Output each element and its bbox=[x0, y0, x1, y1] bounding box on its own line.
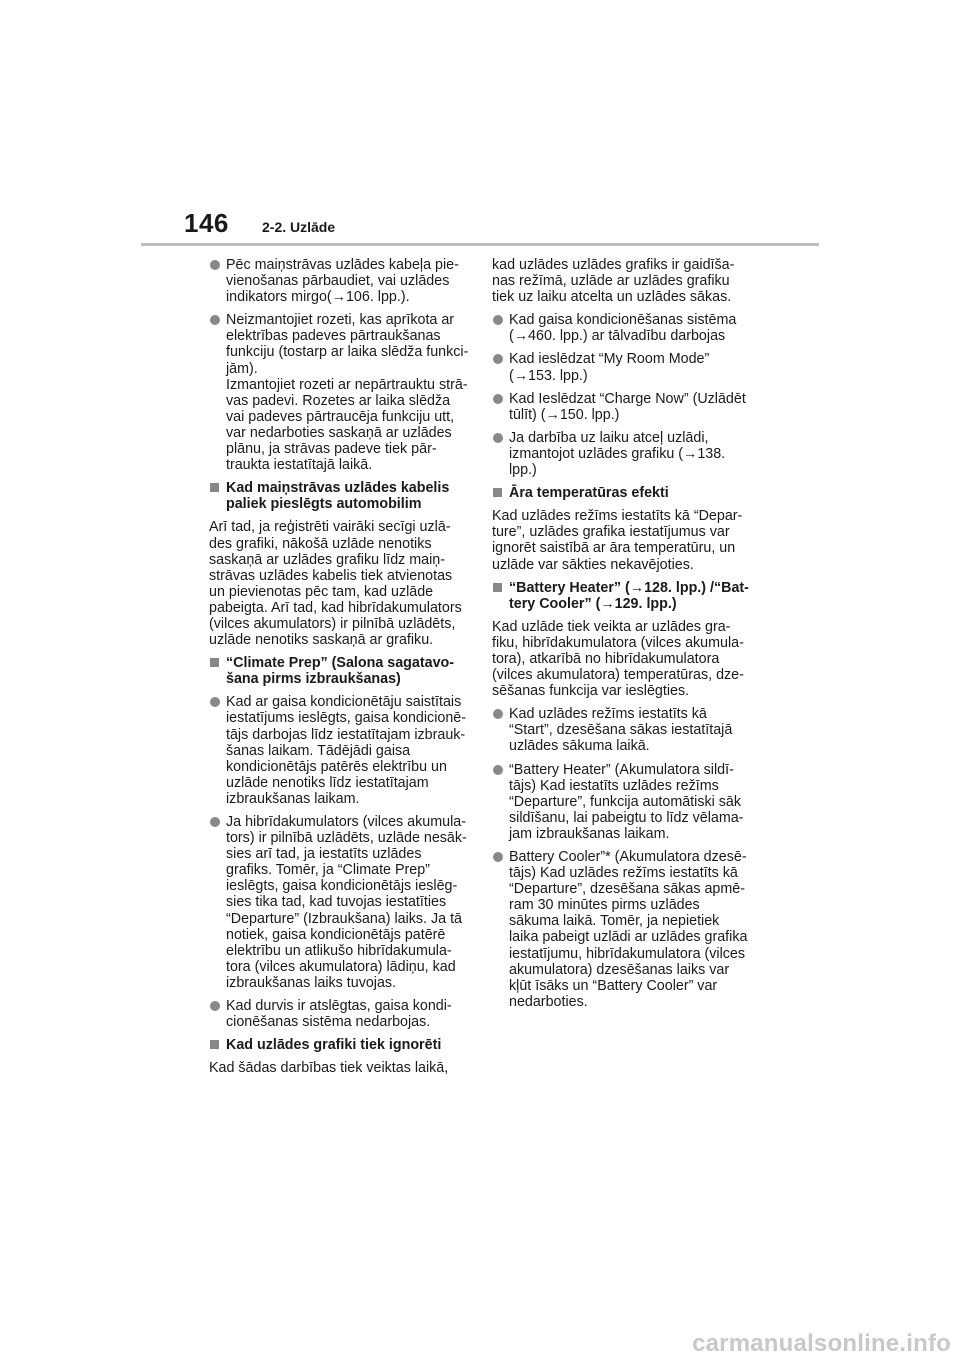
heading-square-icon bbox=[210, 658, 219, 667]
section-heading bbox=[492, 580, 750, 612]
text-line: Kad ar gaisa kondicionētāju saistītais bbox=[226, 694, 462, 711]
text-line: tūlīt) (→150. lpp.) bbox=[509, 406, 620, 423]
text-line: “Battery Heater” (Akumulatora sildī- bbox=[509, 761, 734, 778]
text-line: sēšanas funkcija var ieslēgties. bbox=[492, 683, 690, 700]
text-line: uzlāde nenotiks saskaņā ar grafiku. bbox=[209, 632, 434, 649]
bullet-dot-icon bbox=[210, 817, 220, 827]
text-line: tora), atkarībā no hibrīdakumulatora bbox=[492, 650, 720, 667]
text-line: Neizmantojiet rozeti, kas aprīkota ar bbox=[226, 312, 455, 329]
text-line: “Departure”, dzesēšana sākas apmē- bbox=[509, 881, 746, 898]
left-column bbox=[209, 257, 467, 1083]
bullet-dot-icon bbox=[210, 260, 220, 270]
text-line: akumulatora) dzesēšanas laiks var bbox=[509, 961, 730, 978]
page-number: 146 bbox=[184, 208, 229, 238]
text-line: Izmantojiet rozeti ar nepārtrauktu strā- bbox=[226, 376, 468, 393]
text-line: kad uzlādes uzlādes grafiks ir gaidīša- bbox=[492, 257, 735, 273]
text-line: (→153. lpp.) bbox=[509, 367, 588, 384]
text-line: “Climate Prep” (Salona sagatavo- bbox=[226, 655, 455, 672]
paragraph bbox=[492, 508, 750, 572]
text-line: grafiks. Tomēr, ja “Climate Prep” bbox=[226, 862, 430, 879]
text-line: tājs) Kad iestatīts uzlādes režīms bbox=[509, 777, 719, 794]
bullet-item bbox=[492, 849, 750, 1010]
text-line: notiek, gaisa kondicionētājs patērē bbox=[226, 926, 446, 943]
text-line: Kad uzlādes grafiki tiek ignorēti bbox=[226, 1037, 442, 1054]
paragraph bbox=[492, 619, 750, 699]
text-line: sies tika tad, kad tuvojas iestatīties bbox=[226, 894, 447, 911]
bullet-item bbox=[492, 351, 750, 383]
text-line: sildīšanu, lai pabeigtu to līdz vēlama- bbox=[509, 809, 744, 826]
heading-square-icon bbox=[210, 483, 219, 492]
text-line: iestatījumu, hibrīdakumulatora (vilces bbox=[509, 945, 745, 962]
text-line: elektrību un atlikušo hibrīdakumula- bbox=[226, 942, 452, 959]
text-line: ram 30 minūtes pirms uzlādes bbox=[509, 897, 700, 914]
text-line: “Departure” (Izbraukšana) laiks. Ja tā bbox=[226, 910, 462, 927]
text-line: uzlāde var sākties nekavējoties. bbox=[492, 556, 694, 573]
text-line: Kad durvis ir atslēgtas, gaisa kondi- bbox=[226, 998, 452, 1015]
text-line: pabeigta. Arī tad, kad hibrīdakumulators bbox=[209, 599, 462, 616]
text-line: funkciju (tostarp ar laika slēdža funkci- bbox=[226, 344, 469, 361]
text-line: Battery Cooler”* (Akumulatora dzesē- bbox=[509, 849, 747, 865]
bullet-dot-icon bbox=[493, 709, 503, 719]
section-title: 2-2. Uzlāde bbox=[262, 219, 336, 235]
text-line: traukta iestatītajā laikā. bbox=[226, 457, 373, 474]
bullet-dot-icon bbox=[210, 697, 220, 707]
text-line: var nedarboties saskaņā ar uzlādes bbox=[226, 424, 452, 441]
text-line: un pievienotas pēc tam, kad uzlāde bbox=[209, 583, 434, 600]
bullet-item bbox=[492, 706, 750, 754]
watermark-logo: carmanualsonline.info bbox=[692, 1330, 951, 1357]
text-line: plānu, ja strāvas padeve tiek pār- bbox=[226, 441, 437, 458]
text-line: jam izbraukšanas laikam. bbox=[509, 825, 670, 842]
heading-square-icon bbox=[493, 583, 502, 592]
text-line: kondicionētājs patērēs elektrību un bbox=[226, 758, 447, 775]
bullet-dot-icon bbox=[493, 433, 503, 443]
text-line: Kad ieslēdzat “My Room Mode” bbox=[509, 351, 710, 368]
bullet-dot-icon bbox=[210, 315, 220, 325]
text-line: Kad Ieslēdzat “Charge Now” (Uzlādēt bbox=[509, 390, 746, 407]
text-line: iestatījums ieslēgts, gaisa kondicionē- bbox=[226, 710, 466, 727]
text-line: Āra temperatūras efekti bbox=[509, 485, 669, 502]
text-line: ieslēgts, gaisa kondicionētājs ieslēg- bbox=[226, 878, 458, 895]
text-line: saskaņā ar uzlādes grafiku līdz maiņ- bbox=[209, 551, 446, 568]
text-line: indikators mirgo(→106. lpp.). bbox=[226, 289, 410, 306]
text-line: nedarboties. bbox=[509, 993, 588, 1010]
section-heading bbox=[492, 485, 750, 501]
text-line: tiek uz laiku atcelta un uzlādes sākas. bbox=[492, 289, 732, 306]
bullet-item bbox=[209, 998, 467, 1030]
text-line: izbraukšanas laikam. bbox=[226, 790, 360, 807]
text-line: cionēšanas sistēma nedarbojas. bbox=[226, 1014, 431, 1031]
text-line: laika pabeigt uzlādi ar uzlādes grafika bbox=[509, 929, 748, 946]
text-line: Kad gaisa kondicionēšanas sistēma bbox=[509, 312, 737, 329]
text-line: ture”, uzlādes grafika iestatījumus var bbox=[492, 524, 730, 541]
paragraph bbox=[209, 519, 467, 648]
text-line: (vilces akumulators) ir pilnībā uzlādēts, bbox=[209, 615, 456, 632]
section-heading bbox=[209, 655, 467, 687]
text-line: izmantojot uzlādes grafiku (→138. bbox=[509, 445, 726, 462]
text-line: šanas laikam. Tādējādi gaisa bbox=[226, 742, 411, 759]
paragraph bbox=[492, 257, 750, 305]
text-line: paliek pieslēgts automobilim bbox=[226, 496, 422, 513]
text-line: “Battery Heater” (→128. lpp.) /“Bat- bbox=[509, 579, 749, 596]
section-heading bbox=[209, 1037, 467, 1053]
text-line: šana pirms izbraukšanas) bbox=[226, 671, 401, 688]
text-line: fiku, hibrīdakumulatora (vilces akumula- bbox=[492, 634, 744, 651]
bullet-dot-icon bbox=[493, 852, 503, 862]
text-line: “Departure”, funkcija automātiski sāk bbox=[509, 793, 742, 810]
heading-square-icon bbox=[210, 1040, 219, 1049]
text-line: tors) ir pilnībā uzlādēts, uzlāde nesāk- bbox=[226, 830, 467, 847]
text-line: Kad uzlādes režīms iestatīts kā “Depar- bbox=[492, 508, 743, 525]
text-line: tājs) Kad uzlādes režīms iestatīts kā bbox=[509, 865, 738, 882]
text-line: uzlāde nenotiks līdz iestatītajam bbox=[226, 774, 429, 791]
bullet-dot-icon bbox=[493, 354, 503, 364]
text-line: Kad šādas darbības tiek veiktas laikā, bbox=[209, 1060, 449, 1077]
text-line: Kad uzlādes režīms iestatīts kā bbox=[509, 706, 707, 723]
text-line: jām). bbox=[226, 360, 258, 377]
text-line: Arī tad, ja reģistrēti vairāki secīgi uzlā- bbox=[209, 519, 451, 536]
section-heading bbox=[209, 480, 467, 512]
bullet-item bbox=[209, 257, 467, 305]
text-line: tājs darbojas līdz iestatītajam izbrauk- bbox=[226, 726, 466, 743]
right-column bbox=[492, 257, 750, 1017]
text-line: uzlādes sākuma laikā. bbox=[509, 738, 650, 755]
bullet-item bbox=[492, 312, 750, 344]
bullet-dot-icon bbox=[493, 315, 503, 325]
text-line: nas režīmā, uzlāde ar uzlādes grafiku bbox=[492, 273, 730, 290]
text-line: Kad maiņstrāvas uzlādes kabelis bbox=[226, 480, 450, 497]
text-line: (→460. lpp.) ar tālvadību darbojas bbox=[509, 328, 726, 345]
text-line: strāvas uzlādes kabelis tiek atvienotas bbox=[209, 567, 453, 584]
text-line: Kad uzlāde tiek veikta ar uzlādes gra- bbox=[492, 618, 731, 635]
bullet-item bbox=[209, 694, 467, 807]
bullet-dot-icon bbox=[210, 1001, 220, 1011]
text-line: (vilces akumulatora) temperatūras, dze- bbox=[492, 667, 744, 684]
bullet-dot-icon bbox=[493, 394, 503, 404]
text-line: vienošanas pārbaudiet, vai uzlādes bbox=[226, 273, 450, 290]
text-line: ignorēt saistībā ar āra temperatūru, un bbox=[492, 540, 736, 557]
text-line: “Start”, dzesēšana sākas iestatītajā bbox=[509, 722, 733, 739]
bullet-dot-icon bbox=[493, 765, 503, 775]
text-line: tora (vilces akumulatora) lādiņu, kad bbox=[226, 958, 456, 975]
text-line: tery Cooler” (→129. lpp.) bbox=[509, 595, 677, 612]
bullet-item bbox=[209, 814, 467, 991]
bullet-item bbox=[492, 762, 750, 842]
bullet-item bbox=[492, 430, 750, 478]
text-line: Pēc maiņstrāvas uzlādes kabeļa pie- bbox=[226, 257, 459, 273]
text-line: sies arī tad, ja iestatīts uzlādes bbox=[226, 846, 422, 863]
heading-square-icon bbox=[493, 488, 502, 497]
bullet-item bbox=[492, 391, 750, 423]
text-line: izbraukšanas laiks tuvojas. bbox=[226, 974, 397, 991]
text-line: lpp.) bbox=[509, 462, 537, 479]
text-line: des grafiki, nākošā uzlāde nenotiks bbox=[209, 535, 432, 552]
text-line: vai padeves pārtraucēja funkciju utt, bbox=[226, 408, 455, 425]
text-line: vas padevi. Rozetes ar laika slēdža bbox=[226, 392, 451, 409]
text-line: elektrības padeves pārtraukšanas bbox=[226, 328, 441, 345]
paragraph bbox=[209, 1060, 467, 1076]
bullet-item bbox=[209, 312, 467, 473]
text-line: Ja hibrīdakumulators (vilces akumula- bbox=[226, 814, 466, 830]
header-divider bbox=[141, 243, 819, 246]
text-line: kļūt īsāks un “Battery Cooler” var bbox=[509, 977, 718, 994]
text-line: sākuma laikā. Tomēr, ja nepietiek bbox=[509, 913, 720, 930]
text-line: Ja darbība uz laiku atceļ uzlādi, bbox=[509, 429, 709, 446]
